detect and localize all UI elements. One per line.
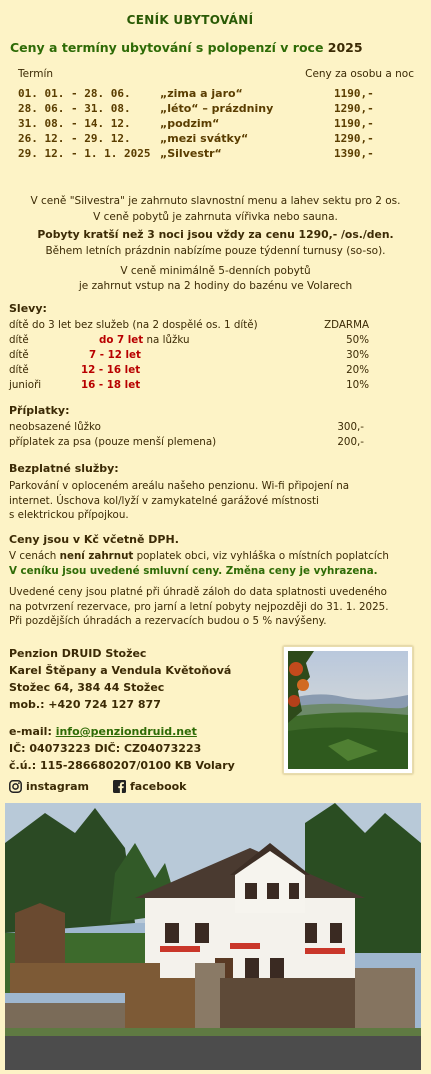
table-row bbox=[18, 132, 418, 147]
discount-value: 30% bbox=[346, 349, 369, 361]
landscape-thumbnail[interactable] bbox=[283, 646, 413, 774]
row-season: „Silvestr“ bbox=[160, 147, 222, 160]
note-silvestr: V ceně "Silvestra" je zahrnuto slavnostní menu a lahev sektu pro 2 os. bbox=[30, 195, 401, 207]
surcharge-value: 300,- bbox=[337, 421, 364, 433]
surcharge-row bbox=[9, 421, 364, 435]
discount-row bbox=[9, 334, 369, 348]
col-term: Termín bbox=[18, 68, 54, 80]
discount-label: dítě bbox=[9, 334, 29, 346]
vat-contract-line: V ceníku jsou uvedené smluvní ceny. Změna ceny je vyhrazena. bbox=[9, 564, 378, 577]
discount-label: dítě do 3 let bez služeb (na 2 dospělé os. 1 dítě) bbox=[9, 319, 258, 331]
vat-text-c: poplatek obci, viz vyhláška o místních poplatcích bbox=[133, 550, 389, 562]
landscape-image bbox=[288, 651, 408, 769]
surcharge-value: 200,- bbox=[337, 436, 364, 448]
table-row bbox=[18, 102, 418, 117]
row-price: 1190,- bbox=[334, 117, 374, 130]
subtitle-year: 2025 bbox=[327, 40, 363, 55]
deposit-line: Při pozdějších úhradách a rezervacích budou o 5 % navýšeny. bbox=[9, 615, 327, 627]
vat-text-bold: není zahrnut bbox=[59, 550, 134, 562]
instagram-icon bbox=[9, 780, 22, 793]
contact-account: č.ú.: 115-286680207/0100 KB Volary bbox=[9, 759, 235, 772]
discount-age: 16 - 18 let bbox=[81, 379, 141, 391]
deposit-line: na potvrzení rezervace, pro jarní a letní pobyty nejpozději do 31. 1. 2025. bbox=[9, 600, 389, 613]
email-label: e-mail: bbox=[9, 725, 56, 738]
free-line: Parkování v oploceném areálu našeho penzionu. Wi-fi připojení na bbox=[9, 480, 350, 492]
discounts-heading: Slevy: bbox=[9, 302, 47, 315]
row-season: „zima a jaro“ bbox=[160, 87, 243, 100]
note-summer: Během letních prázdnin nabízíme pouze týdenní turnusy (so-so). bbox=[45, 245, 386, 257]
free-line: s elektrickou přípojkou. bbox=[9, 509, 129, 521]
vat-heading: Ceny jsou v Kč včetně DPH. bbox=[9, 533, 179, 546]
discount-age: 7 - 12 let bbox=[89, 349, 141, 361]
discount-age: 12 - 16 let bbox=[81, 364, 141, 376]
surcharge-label: neobsazené lůžko bbox=[9, 421, 101, 433]
row-price: 1290,- bbox=[334, 132, 374, 145]
facebook-link[interactable] bbox=[113, 780, 187, 793]
row-price: 1290,- bbox=[334, 102, 374, 115]
facebook-icon bbox=[113, 780, 126, 793]
free-services-text bbox=[9, 479, 417, 523]
discount-row bbox=[9, 379, 369, 393]
discount-value: ZDARMA bbox=[324, 319, 369, 331]
contact-address: Stožec 64, 384 44 Stožec bbox=[9, 681, 165, 694]
row-price: 1390,- bbox=[334, 147, 374, 160]
price-table bbox=[18, 87, 418, 162]
contact-owners: Karel Štěpany a Vendula Květoňová bbox=[9, 664, 232, 677]
note-virivka: V ceně pobytů je zahrnuta vířivka nebo sauna. bbox=[93, 211, 338, 223]
surcharges-heading: Příplatky: bbox=[9, 404, 70, 417]
discount-age-group bbox=[99, 334, 190, 346]
instagram-link[interactable] bbox=[9, 780, 89, 793]
discount-tail: na lůžku bbox=[143, 334, 190, 346]
discount-row bbox=[9, 364, 369, 378]
row-dates: 29. 12. - 1. 1. 2025 bbox=[18, 147, 151, 160]
facebook-label: facebook bbox=[130, 780, 187, 793]
row-season: „mezi svátky“ bbox=[160, 132, 249, 145]
row-season: „léto“ – prázdniny bbox=[160, 102, 274, 115]
table-row bbox=[18, 117, 418, 132]
discount-row bbox=[9, 349, 369, 363]
discount-label: dítě bbox=[9, 349, 29, 361]
row-season: „podzim“ bbox=[160, 117, 220, 130]
spacer bbox=[9, 713, 235, 723]
row-dates: 31. 08. - 14. 12. bbox=[18, 117, 131, 130]
row-price: 1190,- bbox=[334, 87, 374, 100]
contact-ic: IČ: 04073223 DIČ: CZ04073223 bbox=[9, 742, 202, 755]
discount-age: do 7 let bbox=[99, 334, 144, 346]
subtitle bbox=[10, 40, 363, 55]
discount-value: 10% bbox=[346, 379, 369, 391]
discount-label: junioři bbox=[9, 379, 42, 391]
deposit-line: Uvedené ceny jsou platné při úhradě záloh do data splatnosti uvedeného bbox=[9, 586, 387, 598]
deposit-text bbox=[9, 585, 417, 629]
contact-name: Penzion DRUID Stožec bbox=[9, 647, 147, 660]
vat-text bbox=[9, 549, 417, 578]
email-link[interactable]: info@penziondruid.net bbox=[55, 725, 197, 738]
note-pool-1: V ceně minimálně 5-denních pobytů bbox=[120, 265, 311, 277]
note-short-stay: Pobyty kratší než 3 noci jsou vždy za cenu 1290,- /os./den. bbox=[37, 228, 394, 241]
free-services-heading: Bezplatné služby: bbox=[9, 462, 119, 475]
row-dates: 01. 01. - 28. 06. bbox=[18, 87, 131, 100]
discount-value: 50% bbox=[346, 334, 369, 346]
instagram-label: instagram bbox=[26, 780, 90, 793]
vat-text-a: V cenách bbox=[9, 550, 60, 562]
contact-block bbox=[9, 645, 235, 774]
contact-email-row bbox=[9, 723, 235, 740]
free-line: internet. Úschova kol/lyží v zamykatelné garážové místnosti bbox=[9, 494, 319, 507]
note-pool-2: je zahrnut vstup na 2 hodiny do bazénu ve Volarech bbox=[78, 280, 353, 292]
discount-row bbox=[9, 319, 369, 333]
subtitle-text: Ceny a termíny ubytování s polopenzí v roce bbox=[10, 40, 328, 55]
vat-line bbox=[9, 549, 417, 564]
surcharge-row bbox=[9, 436, 364, 450]
price-table-header bbox=[18, 68, 414, 80]
col-price: Ceny za osobu a noc bbox=[305, 68, 414, 80]
page-title: CENÍK UBYTOVÁNÍ bbox=[126, 13, 254, 27]
discount-label: dítě bbox=[9, 364, 29, 376]
table-row bbox=[18, 147, 418, 162]
contact-mobile: mob.: +420 724 127 877 bbox=[9, 698, 161, 711]
discount-value: 20% bbox=[346, 364, 369, 376]
row-dates: 26. 12. - 29. 12. bbox=[18, 132, 131, 145]
row-dates: 28. 06. - 31. 08. bbox=[18, 102, 131, 115]
table-row bbox=[18, 87, 418, 102]
pension-photo[interactable] bbox=[5, 803, 421, 1070]
surcharge-label: příplatek za psa (pouze menší plemena) bbox=[9, 436, 217, 448]
